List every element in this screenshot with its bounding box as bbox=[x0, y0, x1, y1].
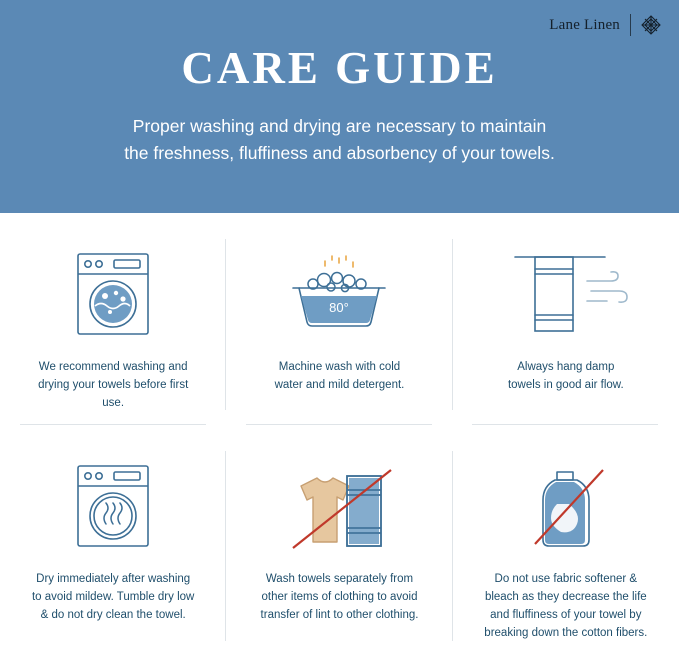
caption-line: and fluffiness of your towel by bbox=[490, 609, 642, 622]
brand-lockup bbox=[549, 14, 661, 36]
tip-card-hang-damp-towels bbox=[453, 213, 679, 424]
hanging-towel-airflow-icon bbox=[501, 239, 631, 349]
caption-line: use. bbox=[102, 396, 125, 409]
tip-caption bbox=[508, 359, 624, 395]
no-fabric-softener-icon bbox=[511, 451, 621, 561]
caption-line: breaking down the cotton fibers. bbox=[484, 626, 648, 639]
tip-card-tumble-dry bbox=[0, 425, 226, 654]
tips-row-2 bbox=[0, 425, 679, 654]
caption-line: water and mild detergent. bbox=[274, 378, 405, 391]
tip-card-washing-machine bbox=[0, 213, 226, 424]
tips-row-1 bbox=[0, 213, 679, 424]
brand-divider bbox=[630, 14, 631, 36]
subtitle-line-1: Proper washing and drying are necessary to maintain bbox=[132, 116, 547, 136]
header-banner bbox=[0, 0, 679, 213]
tip-caption bbox=[275, 359, 405, 395]
caption-line: Do not use fabric softener & bbox=[494, 573, 638, 586]
tip-caption bbox=[261, 571, 419, 624]
temperature-badge: 80° bbox=[329, 300, 350, 315]
washing-machine-icon bbox=[72, 239, 154, 349]
page-subtitle bbox=[0, 113, 679, 167]
tip-card-machine-wash-cold bbox=[226, 213, 452, 424]
caption-line: & do not dry clean the towel. bbox=[40, 609, 186, 622]
tip-card-wash-separately bbox=[226, 425, 452, 654]
caption-line: drying your towels before first bbox=[38, 378, 189, 391]
caption-line: bleach as they decrease the life bbox=[484, 591, 647, 604]
tip-caption bbox=[38, 359, 188, 412]
caption-line: Machine wash with cold bbox=[278, 361, 401, 373]
brand-name: Lane Linen bbox=[549, 16, 620, 33]
tip-caption bbox=[32, 571, 194, 624]
caption-line: Always hang damp bbox=[517, 361, 615, 373]
caption-line: We recommend washing and bbox=[38, 361, 188, 373]
caption-line: towels in good air flow. bbox=[507, 378, 624, 391]
no-mixed-laundry-icon bbox=[269, 451, 409, 561]
tip-caption bbox=[484, 571, 647, 642]
subtitle-line-2: the freshness, fluffiness and absorbency of your towels. bbox=[124, 143, 555, 164]
tumble-dryer-icon bbox=[72, 451, 154, 561]
caption-line: Dry immediately after washing bbox=[36, 573, 191, 586]
diamond-logo-icon bbox=[641, 15, 661, 35]
page-title: CARE GUIDE bbox=[181, 43, 498, 93]
caption-line: Wash towels separately from bbox=[265, 573, 414, 586]
caption-line: to avoid mildew. Tumble dry low bbox=[31, 591, 195, 604]
wash-basin-cold-water-icon bbox=[279, 239, 399, 349]
care-tips-grid bbox=[0, 213, 679, 655]
caption-line: transfer of lint to other clothing. bbox=[260, 609, 419, 622]
caption-line: other items of clothing to avoid bbox=[261, 591, 418, 604]
tip-card-no-fabric-softener bbox=[453, 425, 679, 654]
